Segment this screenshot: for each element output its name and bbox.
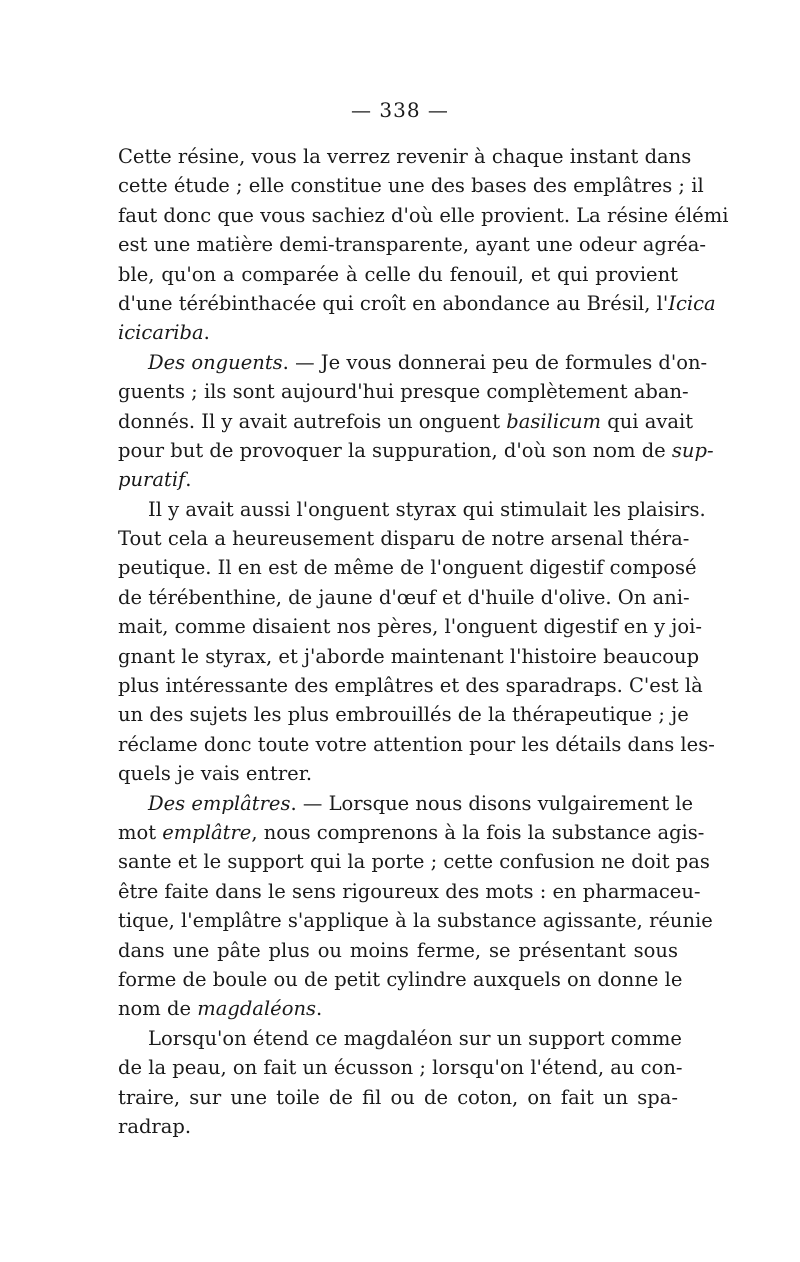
text-line: cette étude ; elle constitue une des bases des emplâtres ; il	[118, 174, 704, 198]
text-line: de la peau, on fait un écusson ; lorsqu'on l'étend, au con-	[118, 1056, 683, 1080]
text-line: quels je vais entrer.	[118, 762, 313, 786]
text-line: Cette résine, vous la verrez revenir à chaque instant dans	[118, 145, 692, 168]
text-line: puratif.	[118, 468, 192, 492]
text-line: est une matière demi-transparente, ayant une odeur agréa-	[118, 233, 706, 257]
text-line: traire, sur une toile de fil ou de coton, on fait un spa-	[118, 1085, 678, 1109]
text-line: plus intéressante des emplâtres et des sparadraps. C'est là	[118, 674, 703, 698]
text-line: forme de boule ou de petit cylindre auxquels on donne le	[118, 967, 683, 991]
text-line: nom de magdaléons.	[118, 997, 323, 1021]
text-line: icicariba.	[118, 321, 210, 345]
text-line: dans une pâte plus ou moins ferme, se présentant sous	[118, 938, 678, 962]
text-line: ble, qu'on a comparée à celle du fenouil, et qui provient	[118, 262, 678, 286]
text-line: Il y avait aussi l'onguent styrax qui stimulait les plaisirs.	[148, 497, 706, 521]
section-title: Des onguents	[148, 350, 283, 374]
section-heading-line: Des emplâtres. — Lorsque nous disons vulgairement le	[148, 791, 694, 815]
text-line: guents ; ils sont aujourd'hui presque complètement aban-	[118, 380, 689, 404]
text-line: de térébenthine, de jaune d'œuf et d'huile d'olive. On ani-	[118, 585, 690, 609]
text-line: Tout cela a heureusement disparu de notre arsenal théra-	[118, 527, 690, 551]
text-line: donnés. Il y avait autrefois un onguent basilicum qui avait	[118, 409, 694, 433]
text-line: tique, l'emplâtre s'applique à la substance agissante, réunie	[118, 909, 713, 933]
text-line: pour but de provoquer la suppuration, d'où son nom de sup-	[118, 438, 714, 462]
text-line: radrap.	[118, 1114, 192, 1138]
text-line: faut donc que vous sachiez d'où elle provient. La résine élémi	[118, 203, 729, 227]
text-line: peutique. Il en est de même de l'onguent digestif composé	[118, 556, 697, 580]
text-line: Lorsqu'on étend ce magdaléon sur un support comme	[148, 1026, 682, 1050]
body-text	[118, 142, 729, 1141]
text-line: réclame donc toute votre attention pour les détails dans les-	[118, 732, 715, 756]
text-line: d'une térébinthacée qui croît en abondance au Brésil, l'Icica	[118, 291, 716, 315]
page-number: — 338 —	[351, 98, 449, 122]
text-line: sante et le support qui la porte ; cette confusion ne doit pas	[118, 850, 710, 874]
text-line: être faite dans le sens rigoureux des mots : en pharmaceu-	[118, 879, 701, 903]
text-line: mot emplâtre, nous comprenons à la fois la substance agis-	[118, 820, 705, 844]
text-line: gnant le styrax, et j'aborde maintenant l'histoire beaucoup	[118, 644, 700, 668]
text-line: un des sujets les plus embrouillés de la thérapeutique ; je	[118, 703, 689, 727]
section-heading-line: Des onguents. — Je vous donnerai peu de formules d'on-	[148, 350, 708, 374]
text-line: mait, comme disaient nos pères, l'onguent digestif en y joi-	[118, 615, 702, 639]
section-title: Des emplâtres	[148, 791, 291, 815]
